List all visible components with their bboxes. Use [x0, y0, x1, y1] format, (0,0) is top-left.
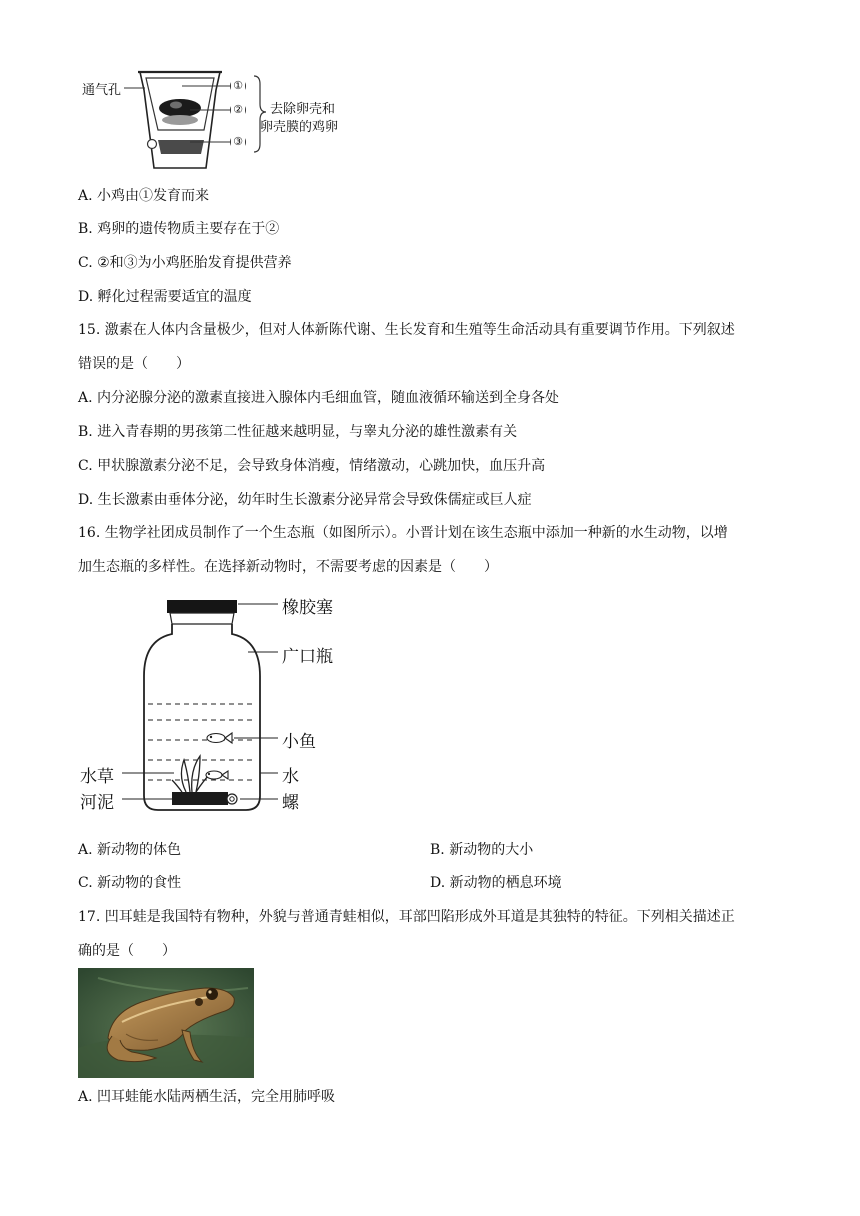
q15-option-c: C. 甲状腺激素分泌不足，会导致身体消瘦，情绪激动，心跳加快，血压升高	[78, 458, 546, 474]
q16-option-d: D. 新动物的栖息环境	[430, 875, 562, 891]
q15-option-d: D. 生长激素由垂体分泌，幼年时生长激素分泌异常会导致侏儒症或巨人症	[78, 492, 532, 508]
marker-3: ③	[231, 134, 245, 150]
q14-option-b: B. 鸡卵的遗传物质主要存在于②	[78, 221, 280, 237]
vent-label: 通气孔	[82, 83, 122, 98]
ecobottle-figure	[78, 592, 338, 820]
stopper-label: 橡胶塞	[282, 598, 333, 618]
frog-photo	[78, 968, 254, 1078]
q17-stem-line2: 确的是（ ）	[78, 943, 176, 959]
frog-image	[78, 968, 254, 1078]
q16-option-b: B. 新动物的大小	[430, 842, 534, 858]
q16-option-c: C. 新动物的食性	[78, 875, 182, 891]
q15-stem-line1: 15. 激素在人体内含量极少，但对人体新陈代谢、生长发育和生殖等生命活动具有重要调节作用。下列叙述	[78, 322, 735, 338]
q17-option-a: A. 凹耳蛙能水陆两栖生活，完全用肺呼吸	[78, 1089, 336, 1105]
brace-note-line1: 去除卵壳和	[270, 102, 336, 117]
q16-stem-line1: 16. 生物学社团成员制作了一个生态瓶（如图所示）。小晋计划在该生态瓶中添加一种新的水生动物，以增	[78, 525, 728, 541]
q15-stem-line2: 错误的是（ ）	[78, 356, 190, 372]
snail-label: 螺	[282, 793, 299, 813]
marker-2: ②	[231, 102, 245, 118]
egg-incubation-figure	[78, 64, 368, 176]
ecobottle-diagram	[78, 592, 338, 820]
plant-label: 水草	[80, 767, 114, 787]
q15-option-a: A. 内分泌腺分泌的激素直接进入腺体内毛细血管，随血液循环输送到全身各处	[78, 390, 560, 406]
bottle-label: 广口瓶	[282, 647, 333, 667]
brace-note-line2: 卵壳膜的鸡卵	[260, 120, 339, 135]
water-label: 水	[282, 767, 299, 787]
q16-stem-line2: 加生态瓶的多样性。在选择新动物时，不需要考虑的因素是（ ）	[78, 559, 498, 575]
marker-1: ①	[231, 78, 245, 94]
fish-label: 小鱼	[282, 732, 316, 752]
q14-option-d: D. 孵化过程需要适宜的温度	[78, 289, 252, 305]
q17-stem-line1: 17. 凹耳蛙是我国特有物种，外貌与普通青蛙相似，耳部凹陷形成外耳道是其独特的特征。下列相关描述正	[78, 909, 735, 925]
q15-option-b: B. 进入青春期的男孩第二性征越来越明显，与睾丸分泌的雄性激素有关	[78, 424, 518, 440]
q14-option-c: C. ②和③为小鸡胚胎发育提供营养	[78, 255, 292, 271]
q16-option-a: A. 新动物的体色	[78, 842, 182, 858]
mud-label: 河泥	[80, 793, 114, 813]
q14-option-a: A. 小鸡由①发育而来	[78, 188, 210, 204]
